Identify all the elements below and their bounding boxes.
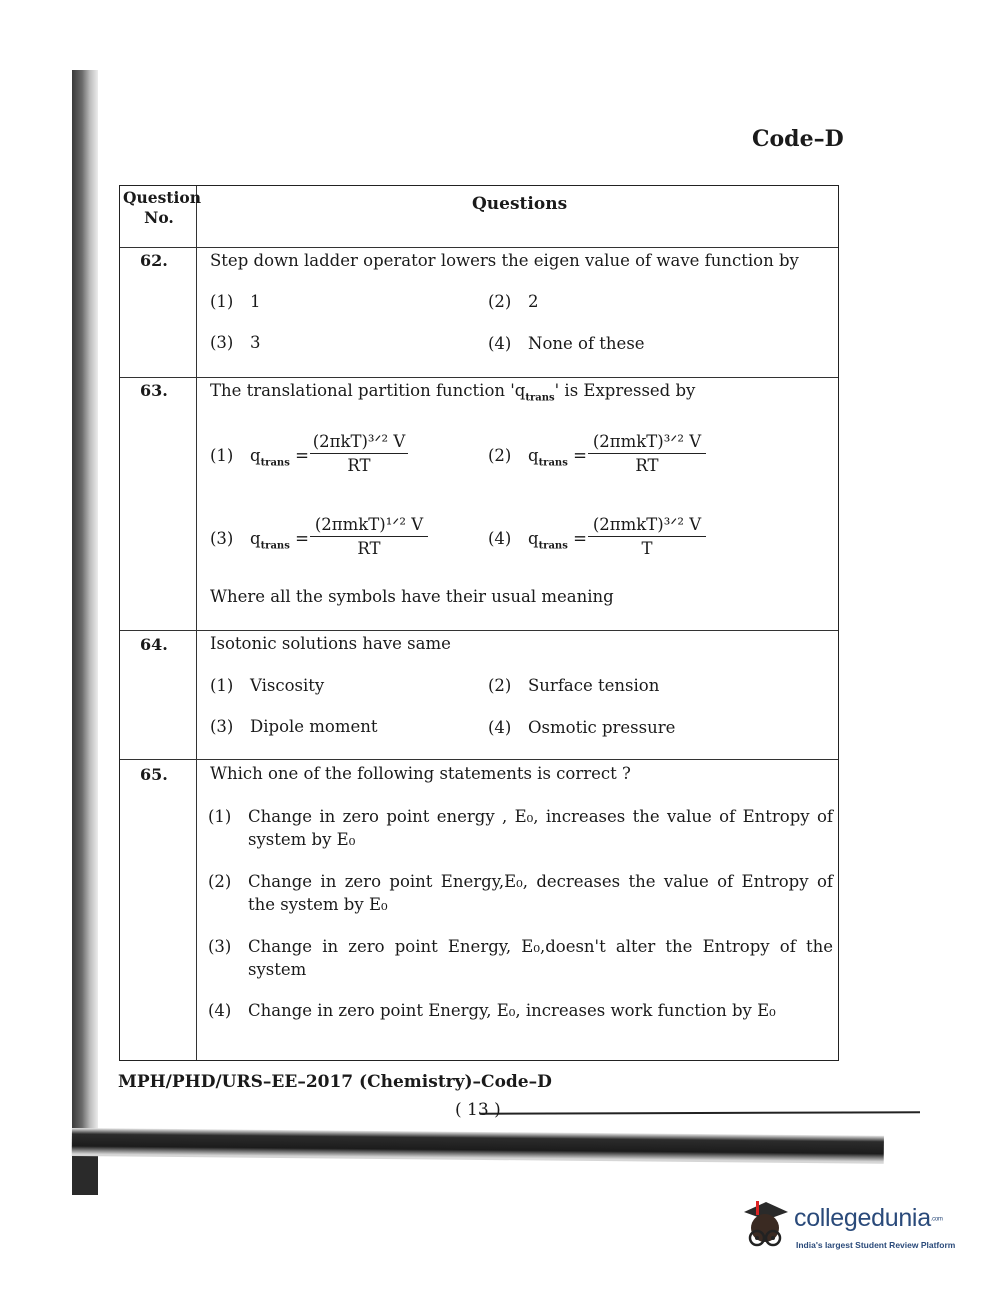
fraction: [588, 432, 706, 475]
column-divider: [196, 186, 197, 1060]
question-note: Where all the symbols have their usual meaning: [210, 587, 614, 606]
numerator: (2πmkT)³ᐟ² V: [592, 515, 702, 534]
denominator: T: [641, 539, 653, 558]
option-text: Change in zero point Energy, E₀,doesn't alter the Entropy of the system: [248, 937, 833, 979]
option-number: (1): [210, 676, 234, 695]
option-number: (3): [210, 529, 234, 548]
numerator: (2πmkT)³ᐟ² V: [592, 432, 702, 451]
header-questions: Questions: [472, 194, 568, 214]
question-stem: Step down ladder operator lowers the eigen value of wave function by: [210, 251, 799, 270]
denominator: RT: [347, 456, 371, 475]
option: [488, 292, 539, 311]
option-text: Viscosity: [250, 676, 325, 695]
formula-subscript: trans: [260, 457, 290, 469]
fraction: [310, 515, 428, 558]
page-number: ( 13 ): [455, 1100, 501, 1120]
option-number: (3): [210, 717, 234, 736]
question-number: 62.: [140, 251, 168, 270]
option: [488, 334, 645, 353]
fraction: [588, 515, 706, 558]
option-number: (2): [488, 446, 512, 465]
mascot-icon: [738, 1198, 792, 1258]
option-text: None of these: [528, 334, 645, 353]
option-number: (1): [208, 807, 232, 826]
option-number: (4): [488, 529, 512, 548]
option-number: (3): [208, 937, 232, 956]
question-number: 63.: [140, 381, 168, 400]
logo-tagline: India's largest Student Review Platform: [796, 1240, 956, 1250]
formula-lhs: q: [250, 446, 261, 465]
scan-line: [480, 1111, 920, 1115]
formula-lhs: q: [528, 446, 539, 465]
option: [208, 870, 833, 916]
option-number: (3): [210, 333, 234, 352]
formula-lhs: q: [528, 529, 539, 548]
logo-wordmark: collegedunia.com: [794, 1204, 943, 1232]
row-divider: [120, 247, 838, 248]
question-table: Question No. Questions 62. Step down ladder operator lowers the eigen value of wave function by (1) 1 (2) 2 (3) 3 (4) None of these 63. The translational partition function '$q_{trans}$' is Expressed by (1) $q_{trans}$ = (2πkT)³ᐟ² V RT (2) $q_{trans}$ = (2πmkT)³ᐟ² V RT (3) $q_{trans}$ = (2πmkT)¹ᐟ² V RT (4) $q_{trans}$ = (2πmkT)³ᐟ² V T Where all the symbols have their usual meaning 64. Isotonic solutions have same (1) Viscosity (2) Surface tension (3) Dipole moment (4) Osmotic pressure 65. Which one of the following statements is correct ? (1) Change in zero point energy , E₀, increases the value of Entropy of system by E₀ (2) Change in zero point Energy,E₀, decreases the value of Entropy of the system by E₀ (3) Change in zero point Energy, E₀,doesn't alter the Entropy of the system (4) Change in zero point Energy, E₀, increases work function by E₀: [119, 185, 839, 1061]
option-text: Dipole moment: [250, 717, 378, 736]
option: [210, 676, 324, 695]
formula-subscript: trans: [538, 457, 568, 469]
question-stem: Which one of the following statements is correct ?: [210, 764, 631, 783]
option-text: 1: [250, 292, 261, 311]
option-number: (4): [488, 718, 512, 737]
option: [488, 718, 675, 737]
option-text: Surface tension: [528, 676, 660, 695]
option-text: Osmotic pressure: [528, 718, 676, 737]
paper-code: Code–D: [752, 126, 844, 152]
option-number: (1): [210, 292, 234, 311]
numerator: (2πmkT)¹ᐟ² V: [314, 515, 424, 534]
option: [208, 935, 833, 981]
option-text: Change in zero point Energy,E₀, decreases the value of Entropy of the system by E₀: [248, 872, 833, 914]
question-number: 64.: [140, 635, 168, 654]
option-number: (2): [488, 676, 512, 695]
option: [488, 676, 659, 695]
option-number: (2): [208, 872, 232, 891]
option-text: Change in zero point energy , E₀, increases the value of Entropy of system by E₀: [248, 807, 833, 849]
option: [210, 717, 378, 736]
formula-subscript: trans: [260, 540, 290, 552]
denominator: RT: [357, 539, 381, 558]
row-divider: [120, 759, 838, 760]
option-text: 3: [250, 333, 261, 352]
row-divider: [120, 377, 838, 378]
formula-subscript: trans: [538, 540, 568, 552]
formula-lhs: q: [250, 529, 261, 548]
header-question-no: Question No.: [123, 188, 202, 227]
option-number: (4): [208, 1001, 232, 1020]
option: [208, 999, 833, 1022]
option-text: 2: [528, 292, 539, 311]
option-number: (2): [488, 292, 512, 311]
question-stem: The translational partition function '$q_{trans}$' is Expressed by: [210, 381, 696, 404]
row-divider: [120, 630, 838, 631]
question-number: 65.: [140, 765, 168, 784]
option-number: (1): [210, 446, 234, 465]
denominator: RT: [635, 456, 659, 475]
option-number: (4): [488, 334, 512, 353]
question-stem: Isotonic solutions have same: [210, 634, 451, 653]
option: [210, 292, 261, 311]
exam-footer: MPH/PHD/URS–EE–2017 (Chemistry)–Code–D: [118, 1072, 552, 1092]
option: [210, 333, 261, 352]
scan-edge-left: [72, 70, 98, 1195]
option-text: Change in zero point Energy, E₀, increases work function by E₀: [248, 1001, 776, 1020]
scan-edge-corner: [72, 1150, 98, 1195]
numerator: (2πkT)³ᐟ² V: [312, 432, 406, 451]
collegedunia-logo: [738, 1198, 963, 1260]
fraction: [310, 432, 408, 475]
scan-edge-bottom: [72, 1128, 884, 1164]
option: [208, 805, 833, 851]
